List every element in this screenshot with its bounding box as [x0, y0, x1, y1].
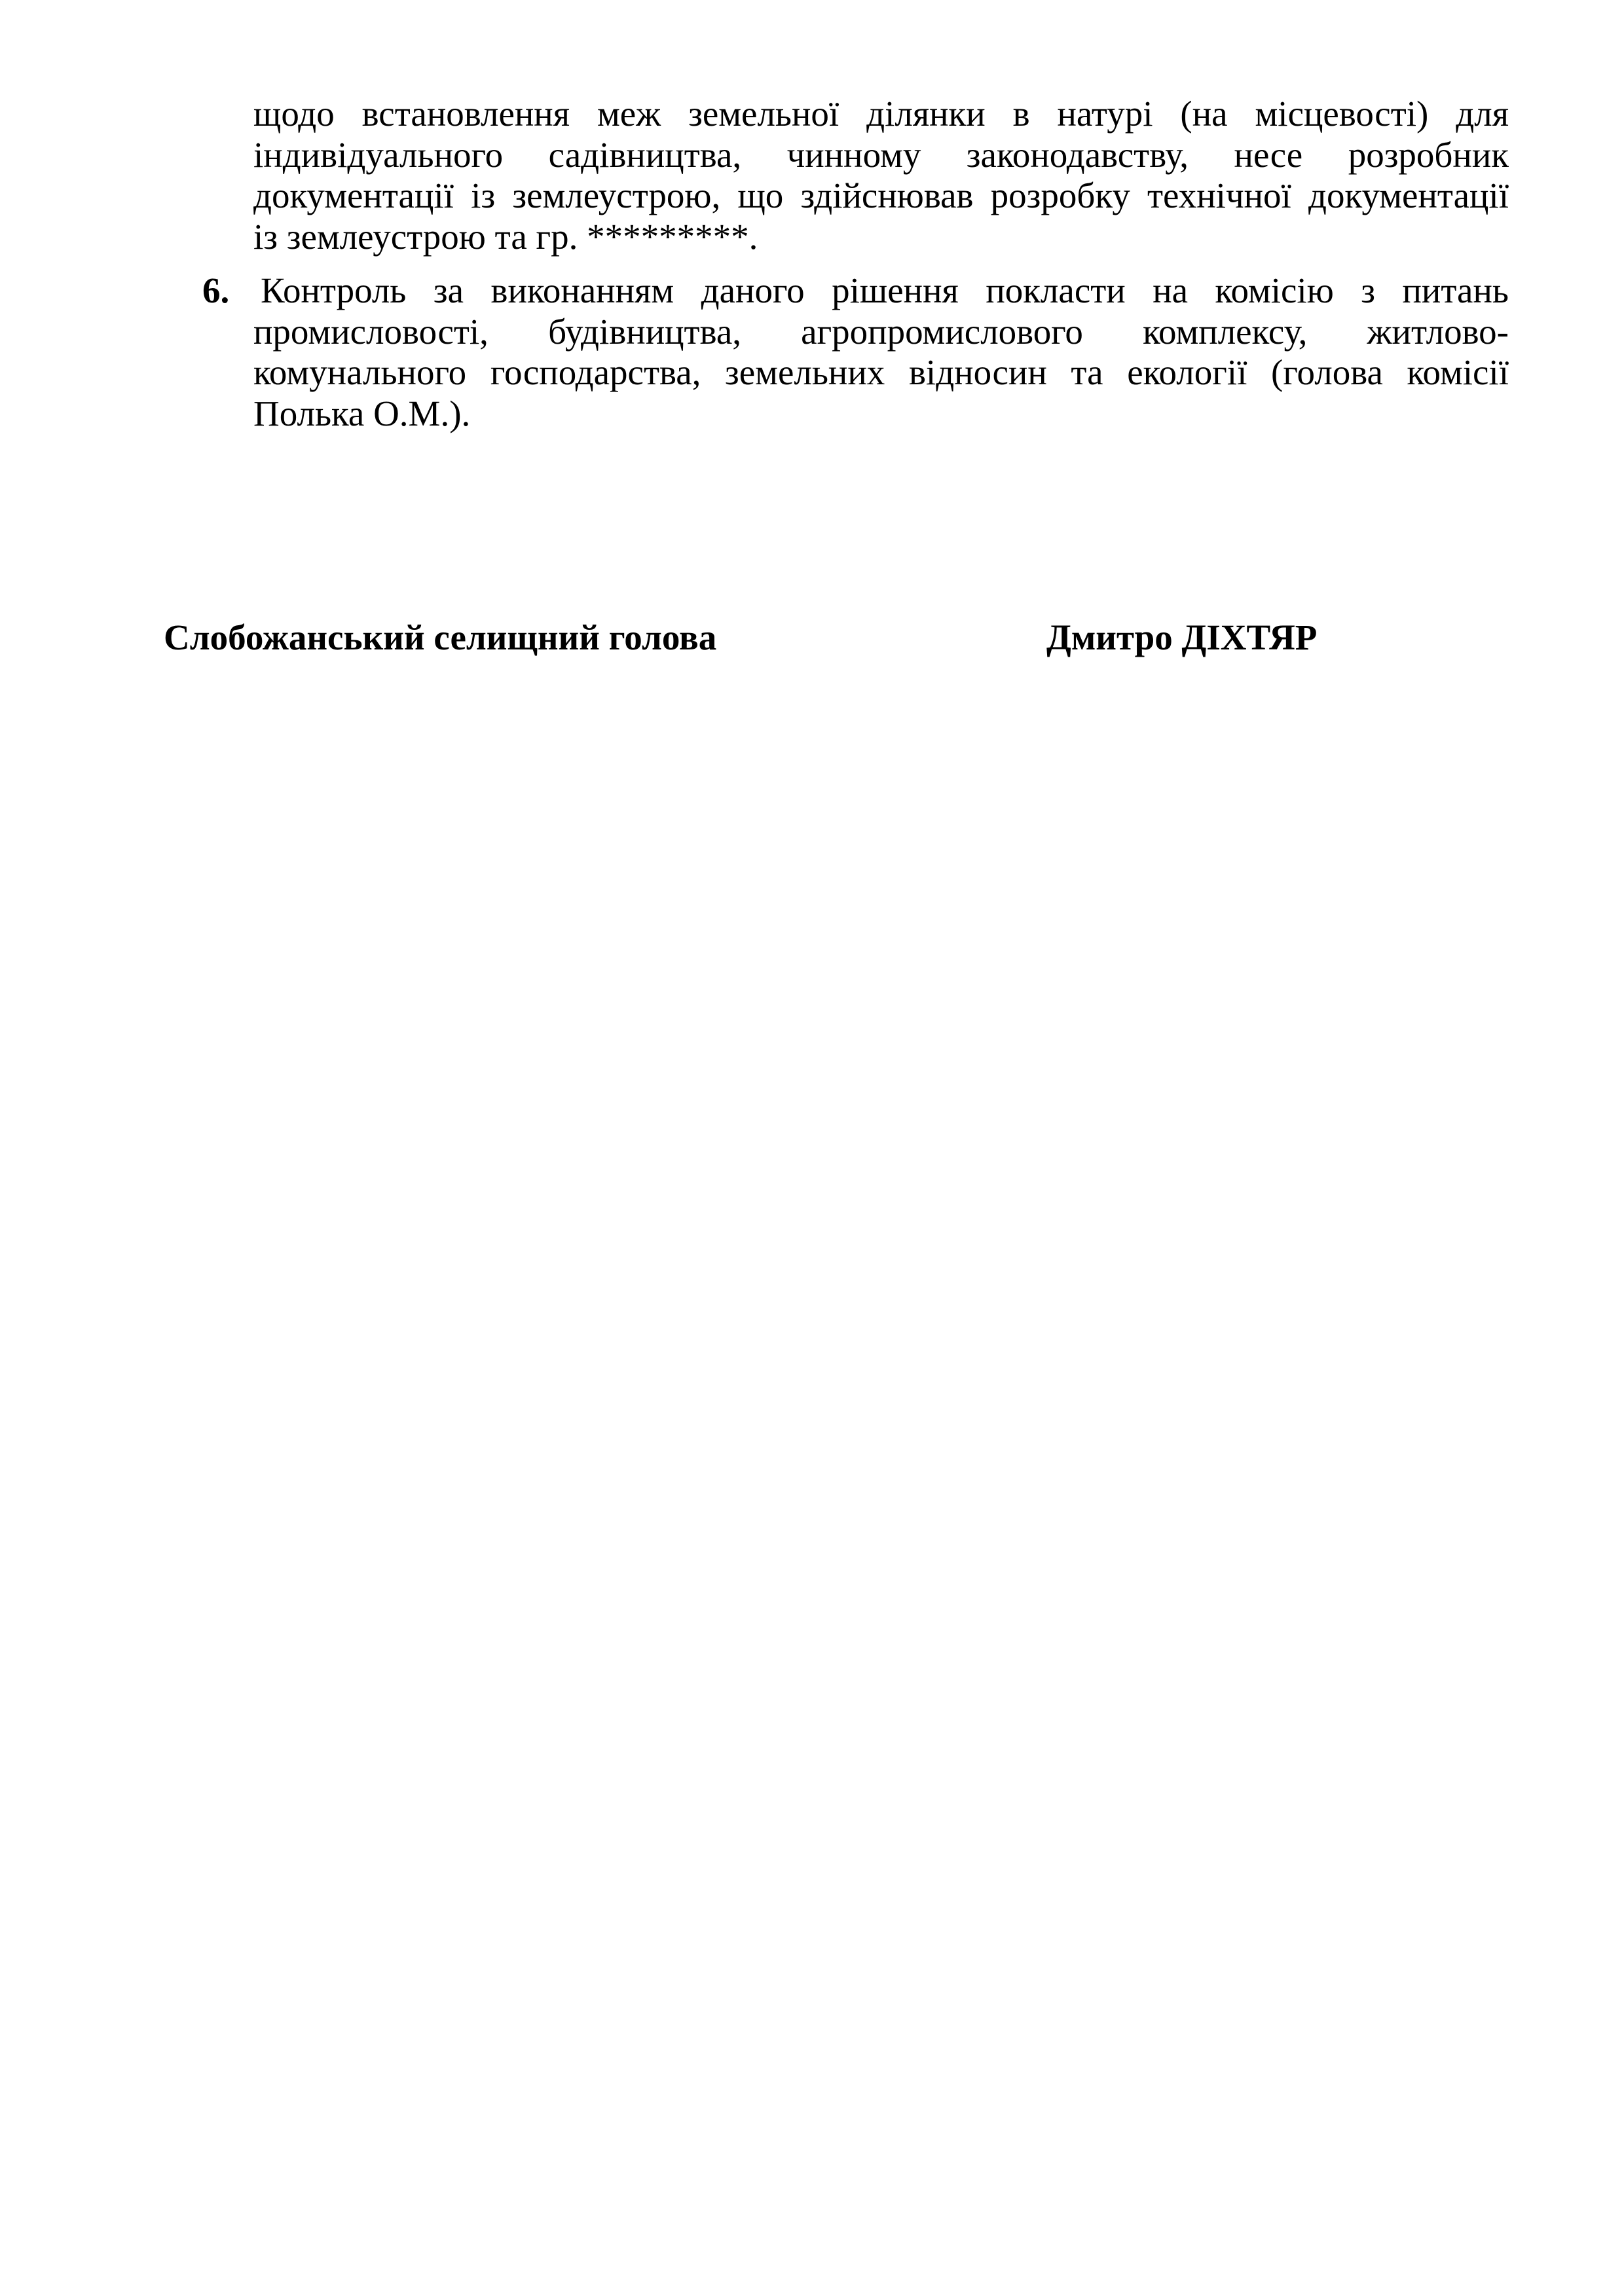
text-line: Контроль за виконанням даного рішення покласти на комісію з питань	[261, 270, 1509, 310]
signature-title: Слобожанський селищний голова	[164, 617, 717, 657]
item-6-text	[253, 270, 1509, 434]
text-line: документації із землеустрою, що здійснював розробку технічної документації	[253, 175, 1509, 215]
text-line: промисловості, будівництва, агропромислового комплексу, житлово-	[253, 311, 1509, 352]
text-line: індивідуального садівництва, чинному законодавству, несе розробник	[253, 134, 1509, 175]
text-line: Полька О.М.).	[253, 393, 471, 433]
text-line: із землеустрою та гр. *********.	[253, 216, 758, 257]
continued-item-text	[253, 94, 1509, 257]
signature-name: Дмитро ДІХТЯР	[1046, 617, 1318, 657]
item-number: 6.	[202, 270, 230, 310]
text-line: щодо встановлення меж земельної ділянки в натурі (на місцевості) для	[253, 94, 1509, 134]
text-line: комунального господарства, земельних відносин та екології (голова комісії	[253, 352, 1509, 392]
